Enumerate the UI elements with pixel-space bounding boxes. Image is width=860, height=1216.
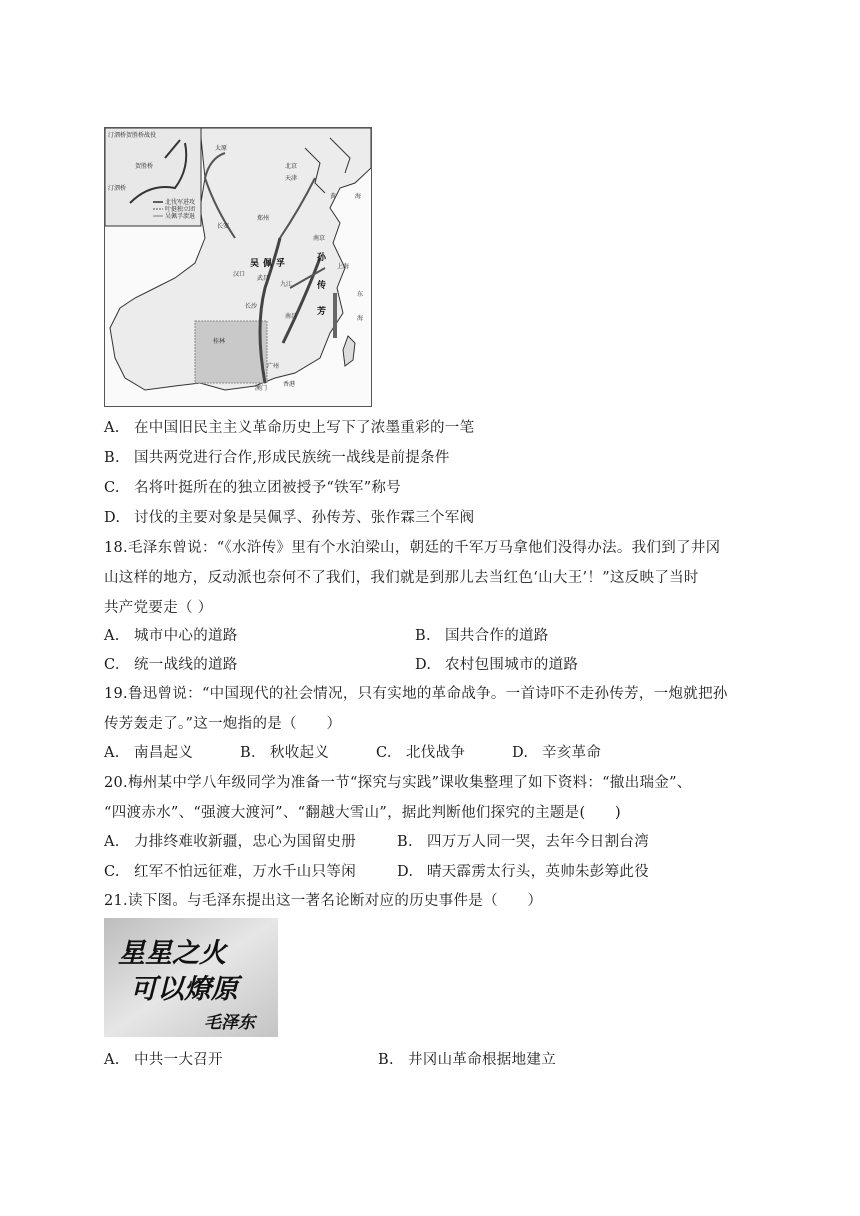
- q18-option-c[interactable]: C. 统一战线的道路: [104, 657, 238, 673]
- city-shanghai: 上海: [337, 263, 350, 270]
- inset-title: 汀泗桥贺胜桥战役: [108, 132, 157, 139]
- calligraphy-signature: 毛泽东: [204, 1013, 255, 1033]
- q19-option-b[interactable]: B. 秋收起义: [240, 745, 330, 761]
- sea-char-4: 海: [357, 315, 364, 322]
- calligraphy-line-1: 星星之火: [118, 938, 226, 969]
- q18-option-b[interactable]: B. 国共合作的道路: [415, 628, 549, 644]
- q18-stem-line-1: 18.毛泽东曾说：“《水浒传》里有个水泊梁山，朝廷的千军万马拿他们没得办法。我们到了井冈: [104, 540, 721, 556]
- q18-option-d[interactable]: D. 农村包围城市的道路: [415, 657, 579, 673]
- q20-option-a[interactable]: A. 力排终难收新疆，忠心为国留史册: [104, 834, 356, 850]
- calligraphy-image: [104, 918, 278, 1037]
- warlord-char-3: 孚: [276, 259, 286, 269]
- city-nanchang: 南昌: [285, 313, 298, 320]
- calligraphy-drawing: [104, 918, 278, 1037]
- city-macau: 澳门: [255, 385, 268, 392]
- inset-label-hesheng: 贺胜桥: [135, 163, 154, 170]
- q18-stem-line-3: 共产党要走（ ）: [104, 600, 213, 616]
- q17-option-d[interactable]: D. 讨伐的主要对象是吴佩孚、孙传芳、张作霖三个军阀: [104, 510, 475, 526]
- city-wuchang: 武昌: [257, 275, 270, 282]
- q20-stem-line-1: 20.梅州某中学八年级同学为准备一节“探究与实践”课收集整理了如下资料：“撤出瑞金”、: [104, 775, 692, 791]
- q18-stem-line-2: 山这样的地方，反动派也奈何不了我们，我们就是到那儿去当红色‘山大王’！”这反映了当时: [104, 570, 699, 586]
- sea-char-2: 海: [355, 193, 362, 200]
- q17-option-c[interactable]: C. 名将叶挺所在的独立团被授予“铁军”称号: [104, 480, 402, 496]
- city-changsha: 长沙: [245, 303, 258, 310]
- inset-label-tingsi: 汀泗桥: [108, 185, 127, 192]
- city-hongkong: 香港: [283, 381, 296, 388]
- q21-option-a[interactable]: A. 中共一大召开: [104, 1052, 223, 1068]
- city-changan: 长安: [217, 223, 230, 230]
- q19-stem-line-1: 19.鲁迅曾说：“中国现代的社会情况，只有实地的革命战争。一首诗吓不走孙传芳，一炮就把孙: [104, 686, 728, 702]
- q18-option-a[interactable]: A. 城市中心的道路: [104, 628, 238, 644]
- inset-legend-1: 北伐军进攻: [165, 199, 196, 206]
- city-guilin: 桂林: [213, 338, 226, 345]
- warlord-char-5: 传: [317, 281, 327, 291]
- q19-option-c[interactable]: C. 北伐战争: [376, 745, 466, 761]
- q19-stem-line-2: 传芳轰走了。”这一炮指的是（ ）: [104, 716, 342, 732]
- city-beijing: 北京: [285, 163, 298, 170]
- inset-legend-2: 叶挺独立团: [165, 206, 196, 213]
- calligraphy-line-2: 可以燎原: [130, 974, 238, 1005]
- q17-option-a[interactable]: A. 在中国旧民主主义革命历史上写下了浓墨重彩的一笔: [104, 420, 475, 436]
- q19-option-d[interactable]: D. 辛亥革命: [512, 745, 602, 761]
- city-hankou: 汉口: [233, 271, 246, 278]
- warlord-char-4: 孙: [317, 253, 327, 263]
- city-taiyuan: 太原: [215, 145, 228, 152]
- city-tianjin: 天津: [285, 175, 298, 182]
- city-guangzhou: 广州: [267, 363, 280, 370]
- city-zhengzhou: 郑州: [257, 215, 270, 222]
- q20-option-c[interactable]: C. 红军不怕远征难，万水千山只等闲: [104, 864, 356, 880]
- sea-char-1: 黄: [330, 193, 337, 200]
- q19-option-a[interactable]: A. 南昌起义: [104, 745, 194, 761]
- map-drawing: [105, 128, 371, 406]
- q20-stem-line-2: “四渡赤水”、“强渡大渡河”、“翻越大雪山”，据此判断他们探究的主题是( ): [104, 805, 621, 821]
- city-jiujiang: 九江: [280, 281, 293, 288]
- warlord-char-2: 佩: [263, 259, 273, 269]
- northern-expedition-map: [104, 127, 372, 407]
- city-nanjing: 南京: [313, 235, 326, 242]
- q17-option-b[interactable]: B. 国共两党进行合作,形成民族统一战线是前提条件: [104, 450, 450, 466]
- q21-stem: 21.读下图。与毛泽东提出这一著名论断对应的历史事件是（ ）: [104, 893, 543, 909]
- sea-char-3: 东: [357, 291, 364, 298]
- q20-option-d[interactable]: D. 晴天霹雳太行头，英帅朱彭筹此役: [397, 864, 649, 880]
- q20-option-b[interactable]: B. 四万万人同一哭，去年今日割台湾: [397, 834, 649, 850]
- q21-option-b[interactable]: B. 井冈山革命根据地建立: [378, 1052, 556, 1068]
- warlord-char-1: 吴: [250, 259, 260, 269]
- warlord-char-6: 芳: [317, 307, 327, 317]
- inset-legend-3: 吴佩孚溃退: [165, 213, 196, 220]
